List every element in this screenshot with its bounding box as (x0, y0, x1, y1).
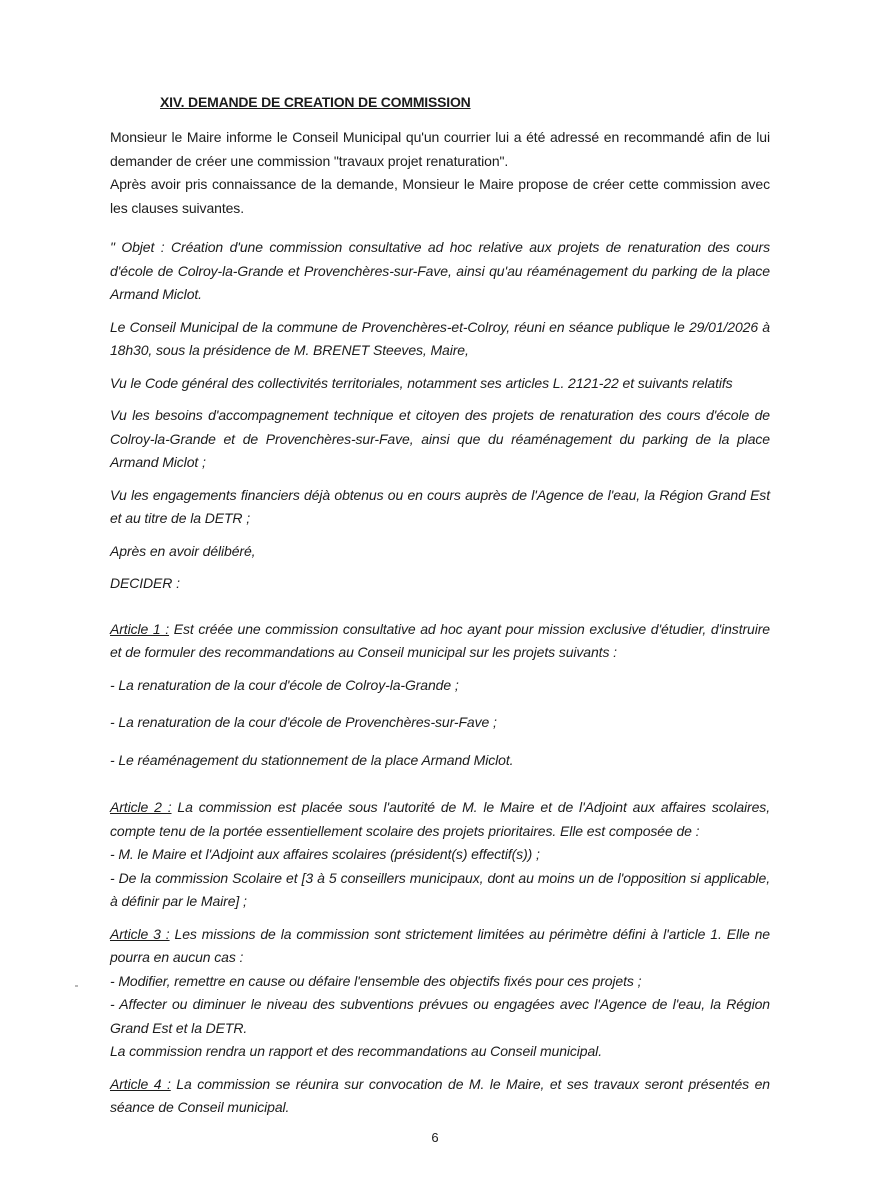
article-1 (110, 618, 770, 665)
article-1-item: - Le réaménagement du stationnement de la place Armand Miclot. (110, 751, 514, 768)
intro-paragraphs (110, 126, 770, 220)
objet-paragraph: " Objet : Création d'une commission consultative ad hoc relative aux projets de renaturation des cours d'école de Colroy-la-Grande et Provenchères-sur-Fave, ainsi qu'au réaménagement du parking de la place Armand Miclot. (110, 239, 770, 302)
article-4-label: Article 4 : (110, 1075, 171, 1092)
article-1-item: - La renaturation de la cour d'école de Colroy-la-Grande ; (110, 676, 459, 693)
intro-paragraph-2: Après avoir pris connaissance de la demande, Monsieur le Maire propose de créer cette commission avec les clauses suivantes. (110, 176, 770, 216)
page-number: 6 (431, 1130, 439, 1145)
deliberation-text (110, 236, 770, 1120)
decider-label: DECIDER : (110, 575, 180, 591)
article-3-label: Article 3 : (110, 925, 170, 942)
vu-code-paragraph: Vu le Code général des collectivités territoriales, notamment ses articles L. 2121-22 et suivants relatifs (110, 374, 733, 391)
article-2 (110, 796, 770, 843)
article-2-text: La commission est placée sous l'autorité de M. le Maire et de l'Adjoint aux affaires scolaires, compte tenu de la portée essentiellement scolaire des projets prioritaires. Elle est composée de : (110, 799, 770, 839)
article-3-closing: La commission rendra un rapport et des recommandations au Conseil municipal. (110, 1043, 602, 1059)
article-4 (110, 1073, 770, 1120)
article-3 (110, 923, 770, 970)
article-2-label: Article 2 : (110, 799, 172, 815)
article-1-text: Est créée une commission consultative ad hoc ayant pour mission exclusive d'étudier, d'instruire et de formuler des recommandations au Conseil municipal sur les projets suivants : (110, 620, 770, 660)
article-1-item: - La renaturation de la cour d'école de Provenchères-sur-Fave ; (110, 714, 497, 730)
article-2-item: - De la commission Scolaire et [3 à 5 conseillers municipaux, dont au moins un de l'opposition si applicable, à définir par le Maire] ; (110, 869, 770, 909)
apres-deliberation: Après en avoir délibéré, (110, 542, 256, 559)
intro-paragraph-1: Monsieur le Maire informe le Conseil Municipal qu'un courrier lui a été adressé en recommandé afin de lui demander de créer une commission "travaux projet renaturation". (110, 129, 770, 169)
vu-engagements-paragraph: Vu les engagements financiers déjà obtenus ou en cours auprès de l'Agence de l'eau, la Région Grand Est et au titre de la DETR ; (110, 486, 770, 526)
conseil-paragraph: Le Conseil Municipal de la commune de Provenchères-et-Colroy, réuni en séance publique le 29/01/2026 à 18h30, sous la présidence de M. BRENET Steeves, Maire, (110, 318, 770, 358)
article-1-label: Article 1 : (110, 620, 170, 637)
section-heading: XIV. DEMANDE DE CREATION DE COMMISSION (160, 94, 471, 110)
article-3-text: Les missions de la commission sont strictement limitées au périmètre défini à l'article 1. Elle ne pourra en aucun cas : (110, 925, 770, 965)
scan-speck (75, 985, 78, 987)
article-3-item: - Affecter ou diminuer le niveau des subventions prévues ou engagées avec l'Agence de l'eau, la Région Grand Est et la DETR. (110, 996, 770, 1036)
article-3-item: - Modifier, remettre en cause ou défaire l'ensemble des objectifs fixés pour ces projets ; (110, 972, 642, 989)
article-2-item: - M. le Maire et l'Adjoint aux affaires scolaires (président(s) effectif(s)) ; (110, 846, 540, 862)
article-4-text: La commission se réunira sur convocation de M. le Maire, et ses travaux seront présentés en séance de Conseil municipal. (110, 1075, 770, 1115)
vu-besoins-paragraph: Vu les besoins d'accompagnement technique et citoyen des projets de renaturation des cours d'école de Colroy-la-Grande et de Provenchères-sur-Fave, ainsi que du réaménagement du parking de la place Armand Miclot ; (110, 407, 770, 470)
